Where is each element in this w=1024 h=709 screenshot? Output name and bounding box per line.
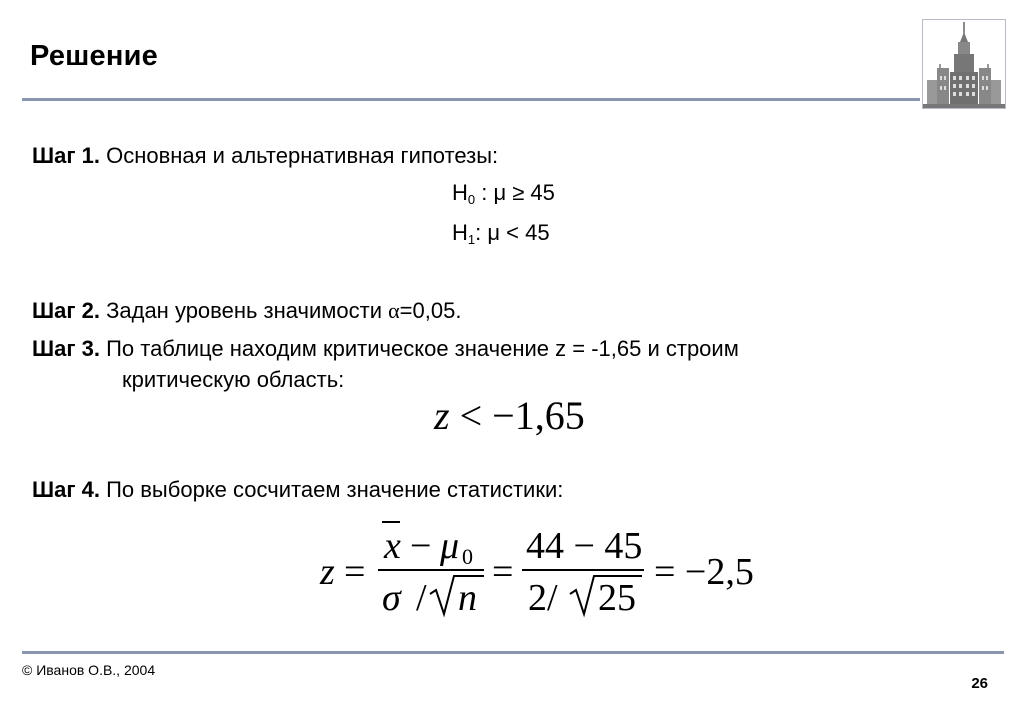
step-3-text: По таблице находим критическое значение z = -1,65 и строим bbox=[99, 336, 739, 361]
slide-title: Решение bbox=[30, 40, 158, 72]
h0-subscript: 0 bbox=[467, 192, 476, 207]
formula-xbar: x bbox=[384, 525, 401, 567]
critical-region-inequality bbox=[434, 392, 585, 439]
step-1 bbox=[32, 142, 498, 170]
h1-symbol: H bbox=[452, 220, 468, 245]
formula-mu: μ bbox=[440, 525, 460, 567]
formula-eq-1: = bbox=[344, 551, 366, 593]
z-statistic-formula bbox=[318, 520, 778, 620]
page-number: 26 bbox=[971, 675, 988, 692]
formula-eq-2: = bbox=[492, 551, 514, 593]
formula-slash: / bbox=[416, 577, 427, 619]
step-4 bbox=[32, 476, 563, 504]
step-3 bbox=[32, 335, 739, 363]
formula-mu-subscript: 0 bbox=[462, 544, 473, 569]
step-4-text: По выборке сосчитаем значение статистики: bbox=[99, 477, 564, 502]
step-4-label: Шаг 4. bbox=[32, 477, 100, 502]
alpha-symbol: α bbox=[388, 298, 400, 323]
step-1-label: Шаг 1. bbox=[32, 143, 100, 168]
formula-sigma: σ bbox=[382, 577, 401, 619]
step-3-text-line2: критическую область: bbox=[122, 367, 345, 392]
step-1-text: Основная и альтернативная гипотезы: bbox=[99, 143, 499, 168]
formula-z: z bbox=[320, 551, 335, 593]
formula-result: = −2,5 bbox=[654, 551, 754, 593]
inequality-variable: z bbox=[434, 393, 450, 438]
inequality-bound: < −1,65 bbox=[449, 393, 585, 438]
hypothesis-h0 bbox=[452, 180, 555, 207]
step-3-label: Шаг 3. bbox=[32, 336, 100, 361]
university-logo bbox=[922, 19, 1006, 109]
step-2-text: Задан уровень значимости bbox=[99, 298, 389, 323]
title-divider bbox=[22, 98, 920, 101]
step-2-value: =0,05. bbox=[399, 298, 462, 323]
h1-condition: : μ < 45 bbox=[475, 220, 550, 245]
h0-condition: : μ ≥ 45 bbox=[475, 180, 555, 205]
formula-minus: − bbox=[410, 525, 432, 567]
formula-root-value: 25 bbox=[598, 577, 636, 619]
hypothesis-h1 bbox=[452, 220, 550, 247]
formula-numerator-2: 44 − 45 bbox=[526, 525, 643, 567]
formula-n: n bbox=[458, 577, 477, 619]
step-2-label: Шаг 2. bbox=[32, 298, 100, 323]
copyright: © Иванов О.В., 2004 bbox=[22, 662, 156, 678]
formula-denominator-2: 2/ bbox=[528, 577, 558, 619]
h0-symbol: H bbox=[452, 180, 468, 205]
footer-divider bbox=[22, 651, 1004, 654]
h1-subscript: 1 bbox=[467, 232, 476, 247]
step-2 bbox=[32, 297, 461, 325]
